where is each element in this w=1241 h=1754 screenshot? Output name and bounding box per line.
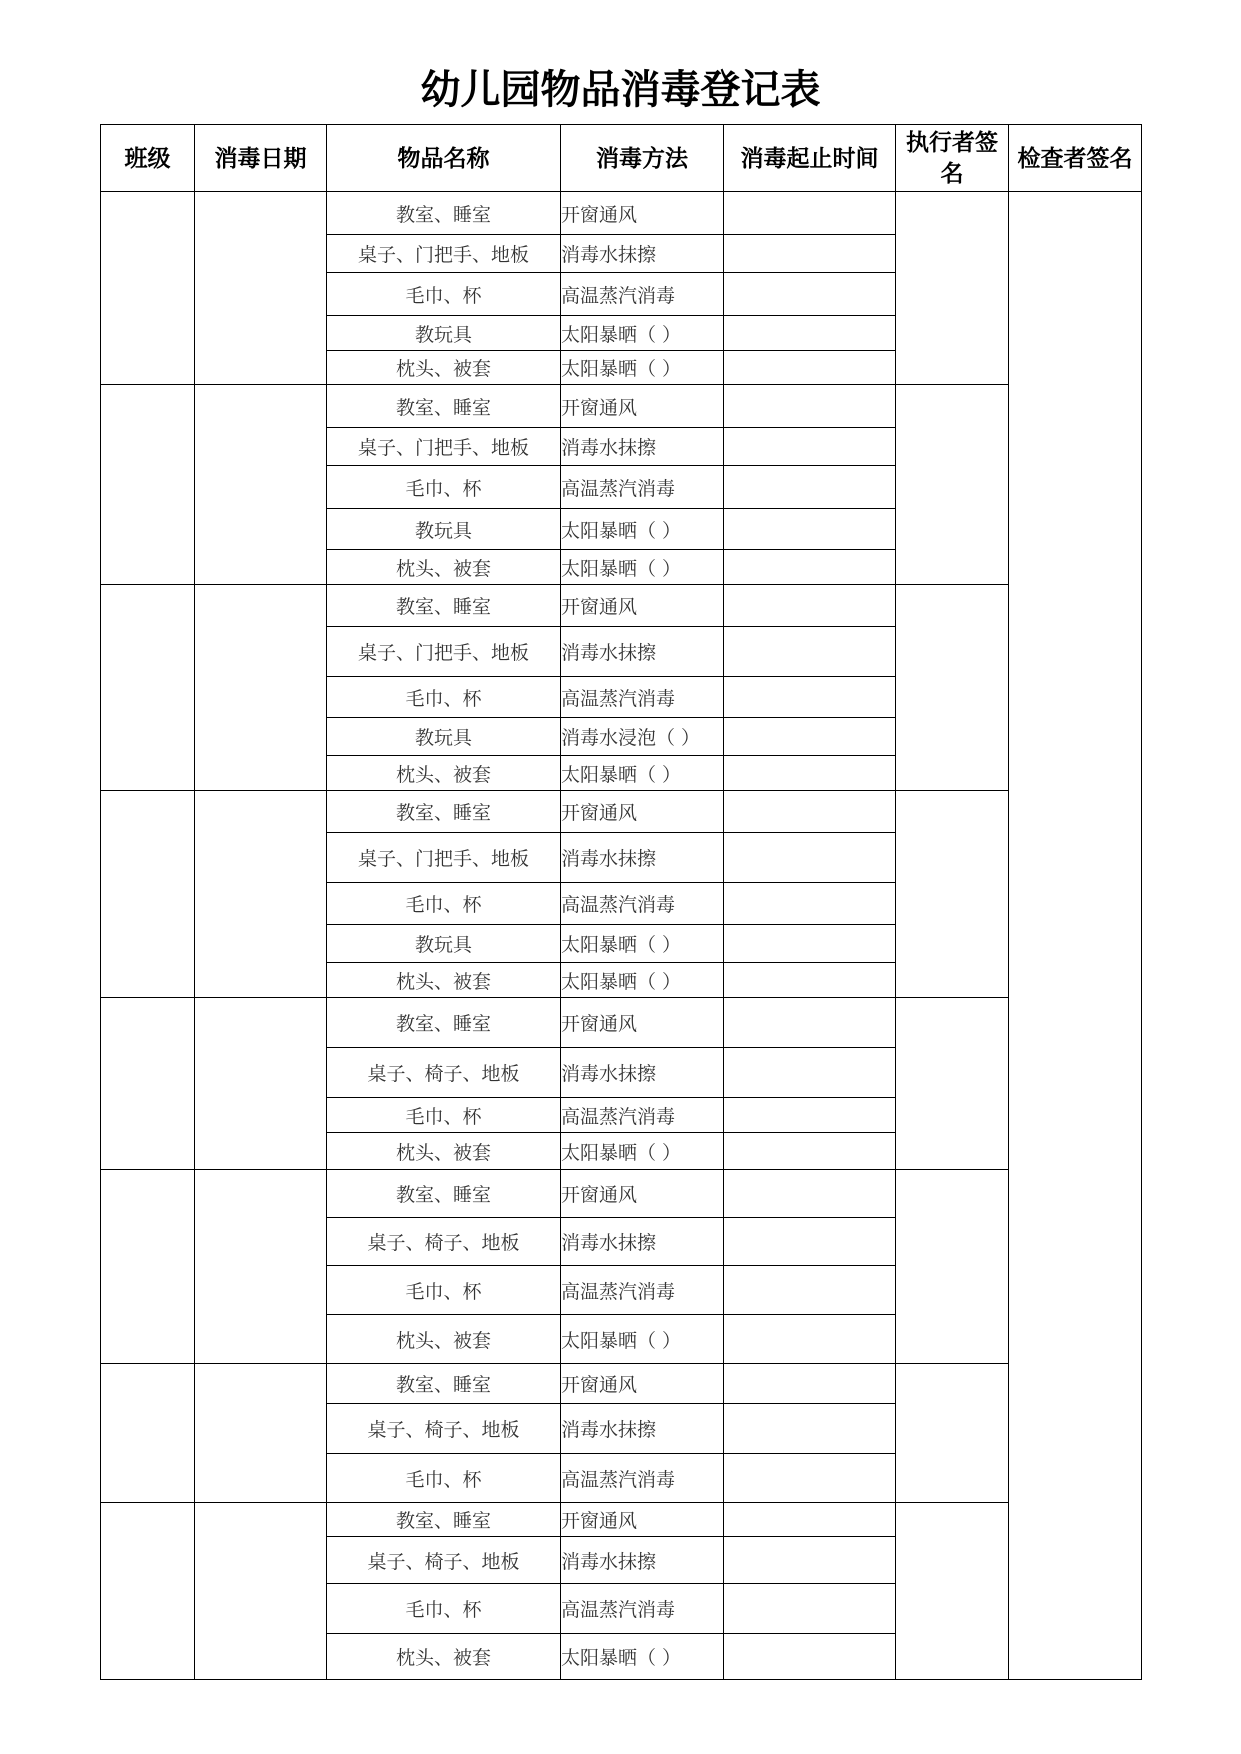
time-cell[interactable] [724, 718, 896, 756]
time-cell[interactable] [724, 998, 896, 1048]
item-name-cell: 毛巾、杯 [327, 1584, 561, 1634]
method-cell: 消毒水抹擦 [561, 1048, 724, 1098]
method-cell: 太阳暴晒（ ） [561, 756, 724, 791]
item-name-cell: 教玩具 [327, 718, 561, 756]
method-cell: 消毒水抹擦 [561, 235, 724, 273]
method-cell: 高温蒸汽消毒 [561, 677, 724, 718]
header-executor: 执行者签名 [896, 125, 1009, 192]
item-name-cell: 枕头、被套 [327, 1634, 561, 1680]
date-cell[interactable] [195, 385, 327, 585]
header-item: 物品名称 [327, 125, 561, 192]
time-cell[interactable] [724, 351, 896, 385]
item-name-cell: 教室、睡室 [327, 1170, 561, 1218]
item-name-cell: 毛巾、杯 [327, 1098, 561, 1133]
method-cell: 太阳暴晒（ ） [561, 925, 724, 963]
executor-signature-cell[interactable] [896, 998, 1009, 1170]
executor-signature-cell[interactable] [896, 385, 1009, 585]
date-cell[interactable] [195, 791, 327, 998]
table-row [101, 1170, 1142, 1218]
method-cell: 开窗通风 [561, 585, 724, 627]
checker-signature-cell[interactable] [1009, 192, 1142, 1680]
item-name-cell: 枕头、被套 [327, 1133, 561, 1170]
time-cell[interactable] [724, 1048, 896, 1098]
time-cell[interactable] [724, 756, 896, 791]
method-cell: 高温蒸汽消毒 [561, 1098, 724, 1133]
time-cell[interactable] [724, 1364, 896, 1404]
method-cell: 开窗通风 [561, 385, 724, 428]
time-cell[interactable] [724, 428, 896, 466]
item-name-cell: 毛巾、杯 [327, 1266, 561, 1315]
item-name-cell: 教室、睡室 [327, 1503, 561, 1537]
time-cell[interactable] [724, 925, 896, 963]
item-name-cell: 枕头、被套 [327, 550, 561, 585]
time-cell[interactable] [724, 316, 896, 351]
time-cell[interactable] [724, 791, 896, 833]
item-name-cell: 毛巾、杯 [327, 677, 561, 718]
item-name-cell: 桌子、门把手、地板 [327, 833, 561, 883]
time-cell[interactable] [724, 192, 896, 235]
table-row [101, 1503, 1142, 1537]
executor-signature-cell[interactable] [896, 1364, 1009, 1503]
time-cell[interactable] [724, 963, 896, 998]
item-name-cell: 桌子、椅子、地板 [327, 1537, 561, 1584]
header-class: 班级 [101, 125, 195, 192]
time-cell[interactable] [724, 235, 896, 273]
item-name-cell: 枕头、被套 [327, 756, 561, 791]
executor-signature-cell[interactable] [896, 1503, 1009, 1680]
table-row [101, 585, 1142, 627]
item-name-cell: 毛巾、杯 [327, 273, 561, 316]
method-cell: 太阳暴晒（ ） [561, 509, 724, 550]
method-cell: 消毒水抹擦 [561, 1537, 724, 1584]
class-cell[interactable] [101, 998, 195, 1170]
disinfection-register-table [100, 124, 1142, 1680]
time-cell[interactable] [724, 273, 896, 316]
time-cell[interactable] [724, 1503, 896, 1537]
time-cell[interactable] [724, 550, 896, 585]
executor-signature-cell[interactable] [896, 585, 1009, 791]
header-time: 消毒起止时间 [724, 125, 896, 192]
method-cell: 开窗通风 [561, 1364, 724, 1404]
executor-signature-cell[interactable] [896, 791, 1009, 998]
item-name-cell: 桌子、椅子、地板 [327, 1048, 561, 1098]
method-cell: 高温蒸汽消毒 [561, 273, 724, 316]
method-cell: 开窗通风 [561, 791, 724, 833]
time-cell[interactable] [724, 1170, 896, 1218]
register-body [101, 192, 1142, 1680]
method-cell: 高温蒸汽消毒 [561, 1584, 724, 1634]
time-cell[interactable] [724, 1537, 896, 1584]
item-name-cell: 桌子、椅子、地板 [327, 1218, 561, 1266]
class-cell[interactable] [101, 1503, 195, 1680]
item-name-cell: 毛巾、杯 [327, 883, 561, 925]
method-cell: 消毒水抹擦 [561, 1404, 724, 1454]
method-cell: 太阳暴晒（ ） [561, 351, 724, 385]
class-cell[interactable] [101, 385, 195, 585]
time-cell[interactable] [724, 833, 896, 883]
item-name-cell: 教室、睡室 [327, 791, 561, 833]
item-name-cell: 桌子、门把手、地板 [327, 627, 561, 677]
item-name-cell: 毛巾、杯 [327, 1454, 561, 1503]
item-name-cell: 教玩具 [327, 316, 561, 351]
method-cell: 太阳暴晒（ ） [561, 1315, 724, 1364]
time-cell[interactable] [724, 1133, 896, 1170]
executor-signature-cell[interactable] [896, 192, 1009, 385]
method-cell: 太阳暴晒（ ） [561, 963, 724, 998]
method-cell: 消毒水抹擦 [561, 627, 724, 677]
class-cell[interactable] [101, 192, 195, 385]
class-cell[interactable] [101, 585, 195, 791]
item-name-cell: 枕头、被套 [327, 1315, 561, 1364]
header-method: 消毒方法 [561, 125, 724, 192]
date-cell[interactable] [195, 192, 327, 385]
page-title: 幼儿园物品消毒登记表 [420, 66, 821, 113]
table-row [101, 1364, 1142, 1404]
header-date: 消毒日期 [195, 125, 327, 192]
item-name-cell: 教室、睡室 [327, 585, 561, 627]
item-name-cell: 枕头、被套 [327, 351, 561, 385]
date-cell[interactable] [195, 1503, 327, 1680]
method-cell: 消毒水抹擦 [561, 428, 724, 466]
time-cell[interactable] [724, 883, 896, 925]
item-name-cell: 桌子、椅子、地板 [327, 1404, 561, 1454]
item-name-cell: 桌子、门把手、地板 [327, 428, 561, 466]
method-cell: 高温蒸汽消毒 [561, 883, 724, 925]
method-cell: 高温蒸汽消毒 [561, 1454, 724, 1503]
method-cell: 消毒水抹擦 [561, 833, 724, 883]
method-cell: 高温蒸汽消毒 [561, 1266, 724, 1315]
time-cell[interactable] [724, 1315, 896, 1364]
time-cell[interactable] [724, 677, 896, 718]
class-cell[interactable] [101, 1170, 195, 1364]
date-cell[interactable] [195, 1364, 327, 1503]
method-cell: 太阳暴晒（ ） [561, 1634, 724, 1680]
executor-signature-cell[interactable] [896, 1170, 1009, 1364]
table-row [101, 192, 1142, 235]
header-checker: 检查者签名 [1009, 125, 1142, 192]
time-cell[interactable] [724, 466, 896, 509]
class-cell[interactable] [101, 1364, 195, 1503]
item-name-cell: 桌子、门把手、地板 [327, 235, 561, 273]
header-row [101, 125, 1142, 192]
method-cell: 消毒水抹擦 [561, 1218, 724, 1266]
item-name-cell: 教玩具 [327, 509, 561, 550]
time-cell[interactable] [724, 1584, 896, 1634]
table-row [101, 998, 1142, 1048]
class-cell[interactable] [101, 791, 195, 998]
item-name-cell: 教玩具 [327, 925, 561, 963]
time-cell[interactable] [724, 385, 896, 428]
method-cell: 开窗通风 [561, 192, 724, 235]
method-cell: 太阳暴晒（ ） [561, 550, 724, 585]
time-cell[interactable] [724, 1266, 896, 1315]
item-name-cell: 教室、睡室 [327, 998, 561, 1048]
method-cell: 高温蒸汽消毒 [561, 466, 724, 509]
item-name-cell: 枕头、被套 [327, 963, 561, 998]
time-cell[interactable] [724, 1098, 896, 1133]
method-cell: 消毒水浸泡（ ） [561, 718, 724, 756]
time-cell[interactable] [724, 585, 896, 627]
date-cell[interactable] [195, 585, 327, 791]
method-cell: 开窗通风 [561, 998, 724, 1048]
item-name-cell: 教室、睡室 [327, 1364, 561, 1404]
date-cell[interactable] [195, 998, 327, 1170]
time-cell[interactable] [724, 1404, 896, 1454]
time-cell[interactable] [724, 627, 896, 677]
item-name-cell: 教室、睡室 [327, 385, 561, 428]
method-cell: 太阳暴晒（ ） [561, 316, 724, 351]
item-name-cell: 毛巾、杯 [327, 466, 561, 509]
time-cell[interactable] [724, 1454, 896, 1503]
date-cell[interactable] [195, 1170, 327, 1364]
method-cell: 开窗通风 [561, 1503, 724, 1537]
item-name-cell: 教室、睡室 [327, 192, 561, 235]
table-row [101, 385, 1142, 428]
method-cell: 开窗通风 [561, 1170, 724, 1218]
table-row [101, 791, 1142, 833]
time-cell[interactable] [724, 1634, 896, 1680]
time-cell[interactable] [724, 509, 896, 550]
time-cell[interactable] [724, 1218, 896, 1266]
method-cell: 太阳暴晒（ ） [561, 1133, 724, 1170]
